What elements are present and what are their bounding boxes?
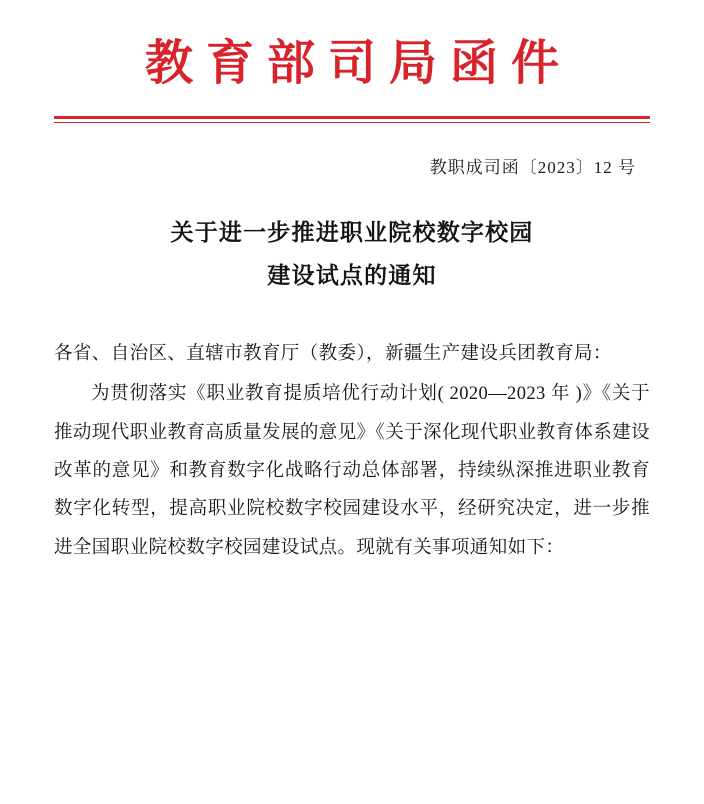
header-rules [54, 116, 650, 123]
header-rule-thin [54, 122, 650, 123]
document-title-line-2: 建设试点的通知 [267, 262, 437, 288]
document-body [54, 335, 650, 567]
body-paragraph-1: 为贯彻落实《职业教育提质培优行动计划( 2020—2023 年 )》《关于推动现代职业教育高质量发展的意见》《关于深化现代职业教育体系建设改革的意见》和教育数字化战略行动总体部署，持续纵深推进职业教育数字化转型，提高职业院校数字校园建设水平，经研究决定，进一步推进全国职业院校数字校园建设试点。现就有关事项通知如下： [54, 384, 650, 558]
document-page [0, 34, 704, 804]
letterhead-title: 教育部司局函件 [144, 37, 572, 90]
document-title [54, 212, 650, 297]
document-title-line-1: 关于进一步推进职业院校数字校园 [170, 220, 534, 245]
letterhead [54, 34, 650, 94]
document-number: 教职成司函〔2023〕12 号 [429, 158, 636, 177]
recipient-line: 各省、自治区、直辖市教育厅（教委），新疆生产建设兵团教育局： [54, 344, 612, 365]
